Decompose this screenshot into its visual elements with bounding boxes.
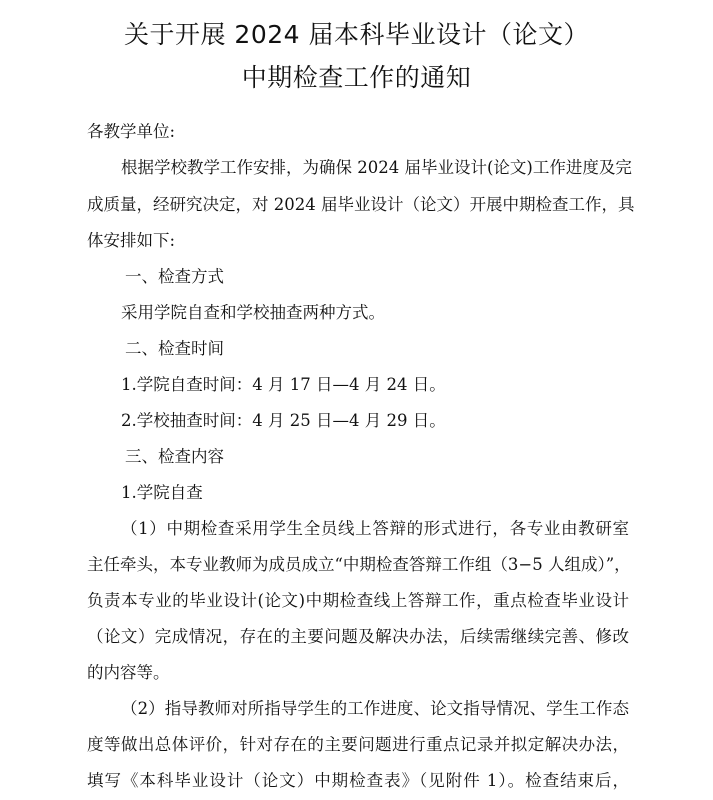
para1-line-4: （论文）完成情况，存在的主要问题及解决办法，后续需继续完善、修改 xyxy=(87,627,629,646)
section3-heading: 三、检查内容 xyxy=(125,447,224,466)
salutation: 各教学单位: xyxy=(87,122,176,141)
para2-line-1: （2）指导教师对所指导学生的工作进度、论文指导情况、学生工作态 xyxy=(121,699,629,718)
intro-line-1: 根据学校教学工作安排，为确保 2024 届毕业设计(论文)工作进度及完 xyxy=(121,158,632,177)
section1-text: 采用学院自查和学校抽查两种方式。 xyxy=(121,303,385,322)
section3-subheading-1: 1.学院自查 xyxy=(121,483,203,502)
para1-line-2: 主任牵头，本专业教师为成员成立“中期检查答辩工作组（3−5 人组成）”， xyxy=(87,555,631,574)
section2-item-1: 1.学院自查时间：4 月 17 日—4 月 24 日。 xyxy=(121,375,446,394)
section2-heading: 二、检查时间 xyxy=(125,339,224,358)
intro-line-2: 成质量，经研究决定，对 2024 届毕业设计（论文）开展中期检查工作，具 xyxy=(87,195,635,214)
intro-line-3: 体安排如下: xyxy=(87,231,176,250)
para2-line-3: 填写《本科毕业设计（论文）中期检查表》（见附件 1）。检查结束后， xyxy=(87,771,629,790)
section2-item-2: 2.学校抽查时间：4 月 25 日—4 月 29 日。 xyxy=(121,411,446,430)
document-title-line2: 中期检查工作的通知 xyxy=(241,63,472,92)
para2-line-2: 度等做出总体评价，针对存在的主要问题进行重点记录并拟定解决办法， xyxy=(87,735,629,754)
para1-line-5: 的内容等。 xyxy=(87,663,170,682)
section1-heading: 一、检查方式 xyxy=(125,267,224,286)
para1-line-1: （1）中期检查采用学生全员线上答辩的形式进行，各专业由教研室 xyxy=(121,519,629,538)
para1-line-3: 负责本专业的毕业设计(论文)中期检查线上答辩工作，重点检查毕业设计 xyxy=(87,591,629,610)
document-title-line1: 关于开展 2024 届本科毕业设计（论文） xyxy=(123,20,590,49)
